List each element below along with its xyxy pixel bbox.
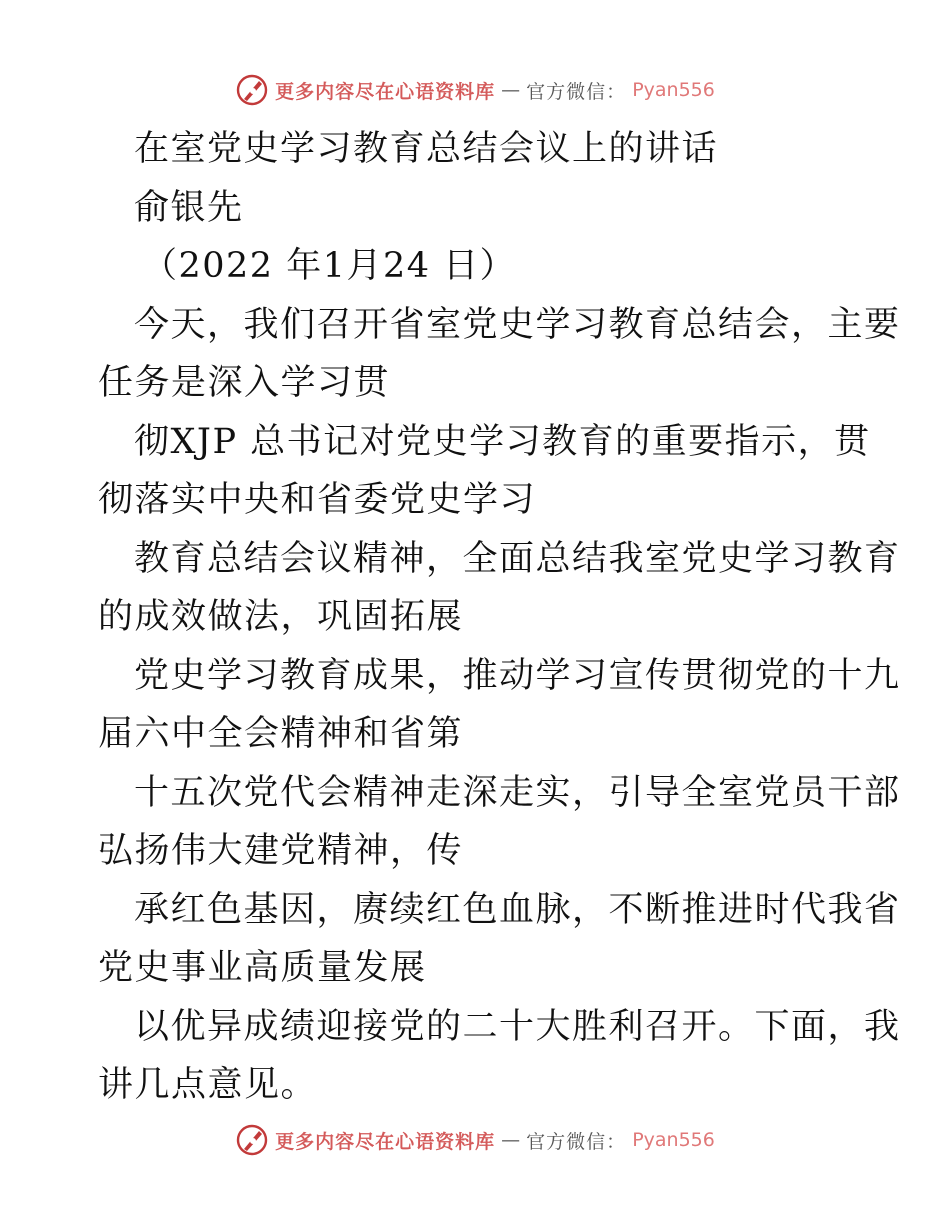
paragraph-line: 任务是深入学习贯 [98, 363, 391, 403]
watermark-wechat-id: Pyan556 [632, 1129, 715, 1151]
paragraph-line: 彻落实中央和省委党史学习 [98, 480, 537, 520]
watermark-dash: — [501, 79, 521, 101]
paragraph-line: 党史事业高质量发展 [98, 948, 427, 988]
paragraph-line: 弘扬伟大建党精神，传 [98, 831, 464, 871]
document-title: 在室党史学习教育总结会议上的讲话 [134, 129, 719, 169]
paragraph-line: 彻XJP 总书记对党史学习教育的重要指示，贯 [134, 421, 871, 462]
paragraph-line: 届六中全会精神和省第 [98, 714, 464, 754]
watermark-wechat-id: Pyan556 [632, 79, 715, 101]
paragraph-line: 的成效做法，巩固拓展 [98, 597, 464, 637]
paragraph-line: 十五次党代会精神走深走实，引导全室党员干部 [134, 772, 901, 813]
watermark-wechat-label: 官方微信： [526, 1130, 627, 1153]
paragraph-line: 党史学习教育成果，推动学习宣传贯彻党的十九 [134, 655, 901, 696]
watermark-text: 更多内容尽在心语资料库 [275, 80, 496, 103]
watermark-banner-bottom [0, 1120, 950, 1160]
quill-logo-icon [235, 73, 269, 107]
quill-logo-icon [235, 1123, 269, 1157]
paragraph-line: 承红色基因，赓续红色血脉，不断推进时代我省 [134, 889, 901, 930]
paragraph-line: 今天，我们召开省室党史学习教育总结会，主要 [134, 304, 901, 345]
document-body [98, 120, 901, 1115]
watermark-banner-top [0, 70, 950, 110]
paragraph-line: 讲几点意见。 [98, 1065, 318, 1105]
paragraph-line: 教育总结会议精神，全面总结我室党史学习教育 [134, 538, 901, 579]
paragraph-line: 以优异成绩迎接党的二十大胜利召开。下面，我 [134, 1006, 901, 1047]
watermark-dash: — [501, 1129, 521, 1151]
document-date: （2022 年1月24 日） [142, 246, 517, 286]
document-author: 俞银先 [134, 187, 244, 228]
watermark-text: 更多内容尽在心语资料库 [275, 1130, 496, 1153]
paragraph-lines [98, 296, 901, 1115]
watermark-wechat-label: 官方微信： [526, 80, 627, 103]
